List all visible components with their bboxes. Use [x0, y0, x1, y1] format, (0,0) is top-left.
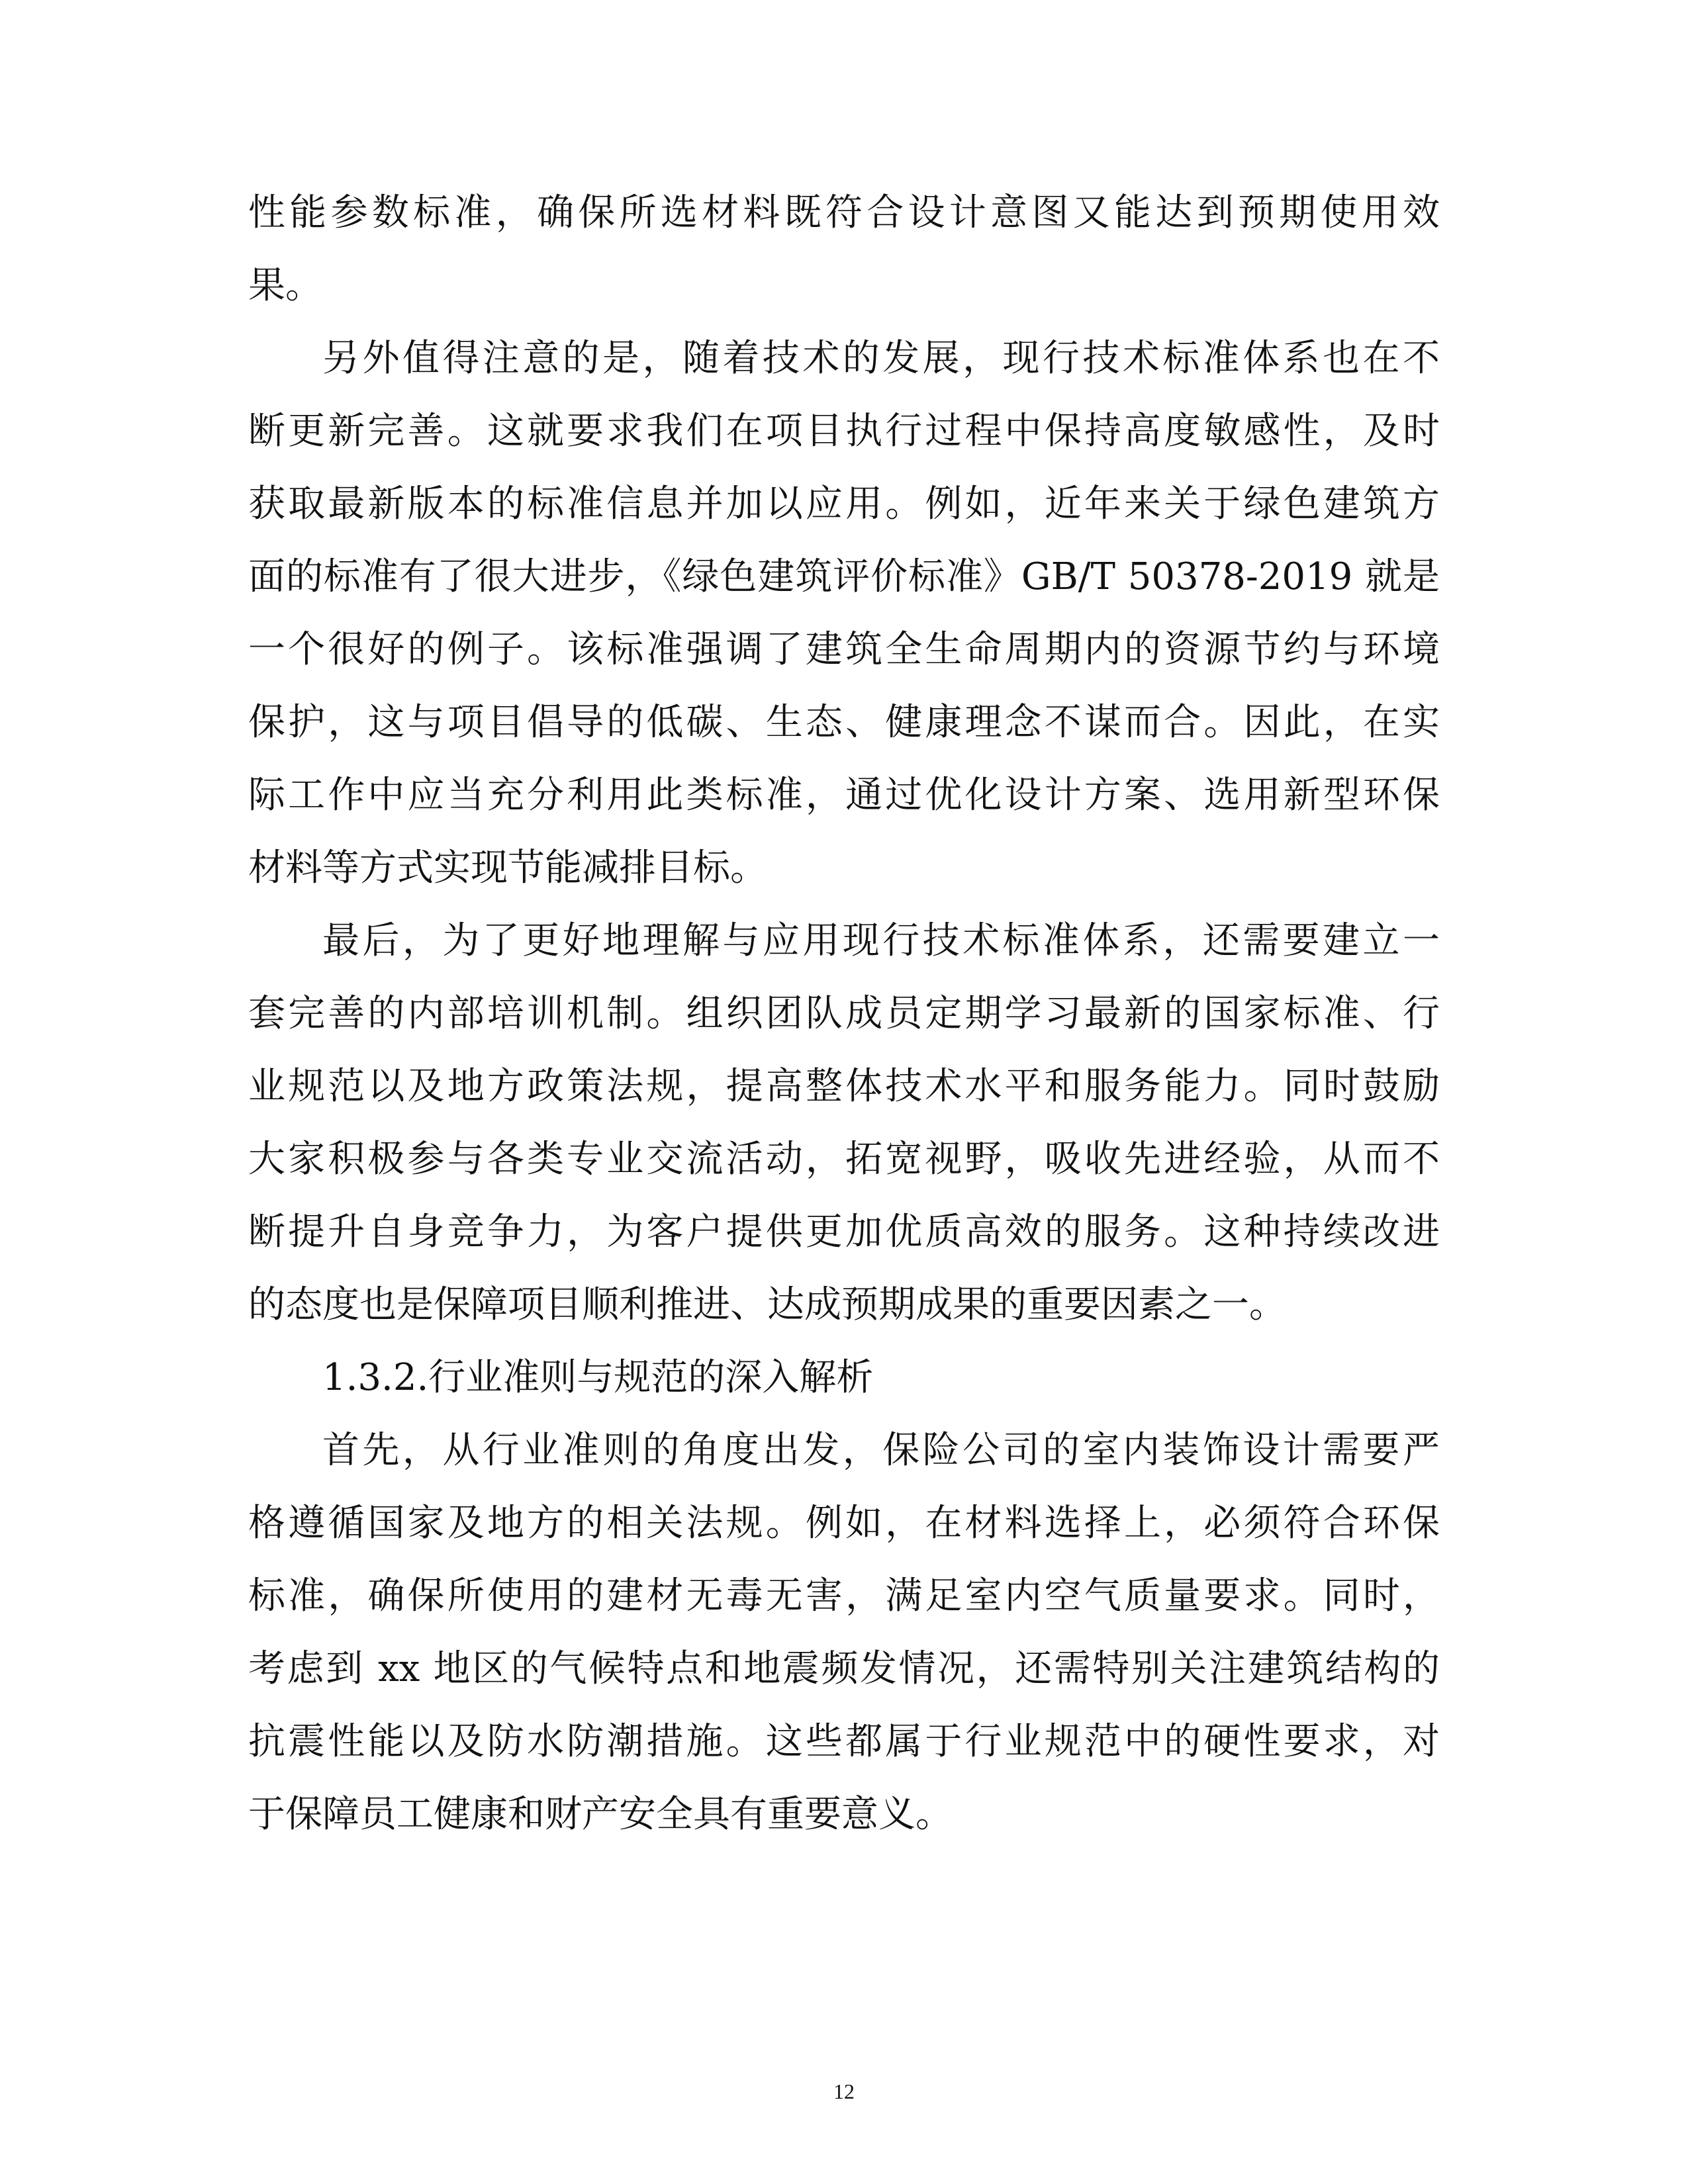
paragraph-line: 性能参数标准，确保所选材料既符合设计意图又能达到预期使用效: [248, 191, 1440, 234]
paragraph-line: 业规范以及地方政策法规，提高整体技术水平和服务能力。同时鼓励: [248, 1065, 1440, 1108]
paragraph-line: 大家积极参与各类专业交流活动，拓宽视野，吸收先进经验，从而不: [248, 1138, 1440, 1181]
paragraph-line: 保护，这与项目倡导的低碳、生态、健康理念不谋而合。因此，在实: [248, 701, 1440, 744]
paragraph-line: 于保障员工健康和财产安全具有重要意义。: [248, 1793, 953, 1836]
section-heading: 1.3.2.行业准则与规范的深入解析: [322, 1356, 874, 1399]
paragraph-line: 断提升自身竞争力，为客户提供更加优质高效的服务。这种持续改进: [248, 1210, 1440, 1253]
paragraph-line: 考虑到 xx 地区的气候特点和地震频发情况，还需特别关注建筑结构的: [248, 1647, 1440, 1690]
paragraph-line: 材料等方式实现节能减排目标。: [248, 846, 767, 889]
paragraph-line: 标准，确保所使用的建材无毒无害，满足室内空气质量要求。同时，: [248, 1574, 1440, 1617]
paragraph-line: 的态度也是保障项目顺利推进、达成预期成果的重要因素之一。: [248, 1283, 1286, 1326]
paragraph-line: 套完善的内部培训机制。组织团队成员定期学习最新的国家标准、行: [248, 992, 1440, 1035]
paragraph-line: 最后，为了更好地理解与应用现行技术标准体系，还需要建立一: [322, 919, 1440, 962]
paragraph-line: 面的标准有了很大进步，《绿色建筑评价标准》GB/T 50378-2019 就是: [248, 555, 1440, 598]
paragraph-line: 断更新完善。这就要求我们在项目执行过程中保持高度敏感性，及时: [248, 410, 1440, 453]
paragraph-line: 果。: [248, 264, 322, 307]
paragraph-line: 格遵循国家及地方的相关法规。例如，在材料选择上，必须符合环保: [248, 1502, 1440, 1545]
paragraph-line: 另外值得注意的是，随着技术的发展，现行技术标准体系也在不: [322, 337, 1440, 380]
paragraph-line: 获取最新版本的标准信息并加以应用。例如，近年来关于绿色建筑方: [248, 482, 1440, 525]
page-number: 12: [833, 2079, 855, 2103]
paragraph-line: 际工作中应当充分利用此类标准，通过优化设计方案、选用新型环保: [248, 774, 1440, 817]
paragraph-line: 抗震性能以及防水防潮措施。这些都属于行业规范中的硬性要求，对: [248, 1720, 1440, 1763]
paragraph-line: 首先，从行业准则的角度出发，保险公司的室内装饰设计需要严: [322, 1429, 1440, 1472]
paragraph-line: 一个很好的例子。该标准强调了建筑全生命周期内的资源节约与环境: [248, 628, 1440, 671]
